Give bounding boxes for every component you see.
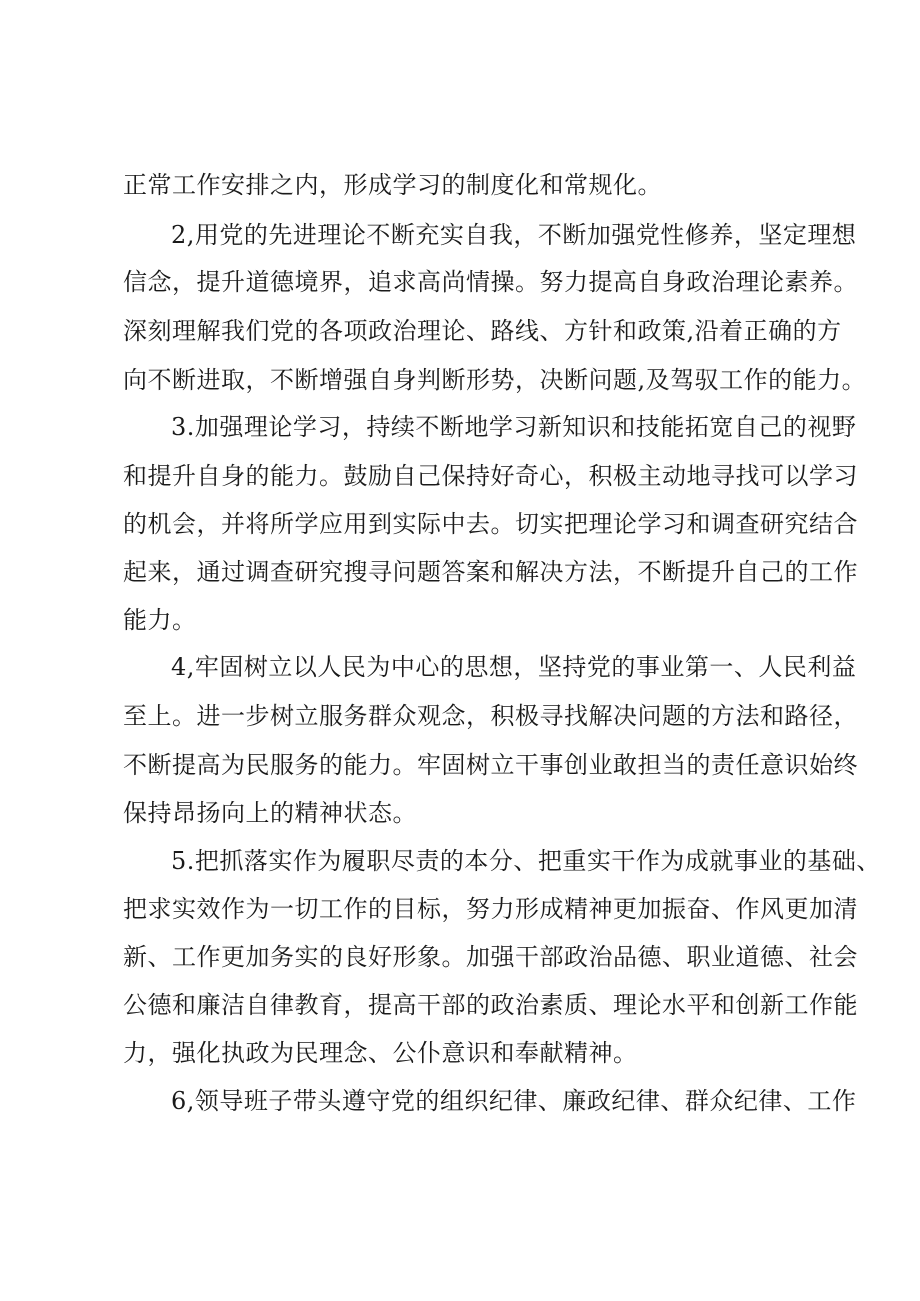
text-line: 的机会，并将所学应用到实际中去。切实把理论学习和调查研究结合	[123, 510, 858, 538]
text-line: 把求实效作为一切工作的目标，努力形成精神更加振奋、作风更加清	[123, 895, 858, 923]
text-line: 至上。进一步树立服务群众观念，积极寻找解决问题的方法和路径，	[123, 702, 858, 730]
text-line: 深刻理解我们党的各项政治理论、路线、方针和政策,沿着正确的方	[123, 317, 842, 345]
text-line: 保持昂扬向上的精神状态。	[123, 799, 417, 827]
text-line: 6,领导班子带头遵守党的组织纪律、廉政纪律、群众纪律、工作	[171, 1087, 857, 1115]
text-line: 3.加强理论学习，持续不断地学习新知识和技能拓宽自己的视野	[171, 413, 857, 441]
text-line: 新、工作更加务实的良好形象。加强干部政治品德、职业道德、社会	[123, 943, 858, 971]
text-line: 4,牢固树立以人民为中心的思想，坚持党的事业第一、人民利益	[171, 653, 857, 681]
text-line: 正常工作安排之内，形成学习的制度化和常规化。	[123, 171, 662, 199]
text-line: 和提升自身的能力。鼓励自己保持好奇心，积极主动地寻找可以学习	[123, 462, 858, 490]
text-line: 力，强化执政为民理念、公仆意识和奉献精神。	[123, 1039, 638, 1067]
text-line: 向不断进取，不断增强自身判断形势，决断问题,及驾驭工作的能力。	[123, 366, 867, 394]
text-line: 公德和廉洁自律教育，提高干部的政治素质、理论水平和创新工作能	[123, 991, 858, 1019]
text-line: 不断提高为民服务的能力。牢固树立干事创业敢担当的责任意识始终	[123, 751, 858, 779]
text-line: 信念，提升道德境界，追求高尚情操。努力提高自身政治理论素养。	[123, 268, 858, 296]
text-line: 起来，通过调查研究搜寻问题答案和解决方法，不断提升自己的工作	[123, 558, 858, 586]
text-line: 5.把抓落实作为履职尽责的本分、把重实干作为成就事业的基础、	[171, 847, 881, 875]
text-line: 2,用党的先进理论不断充实自我，不断加强党性修养，坚定理想	[171, 221, 857, 249]
text-line: 能力。	[123, 606, 197, 634]
